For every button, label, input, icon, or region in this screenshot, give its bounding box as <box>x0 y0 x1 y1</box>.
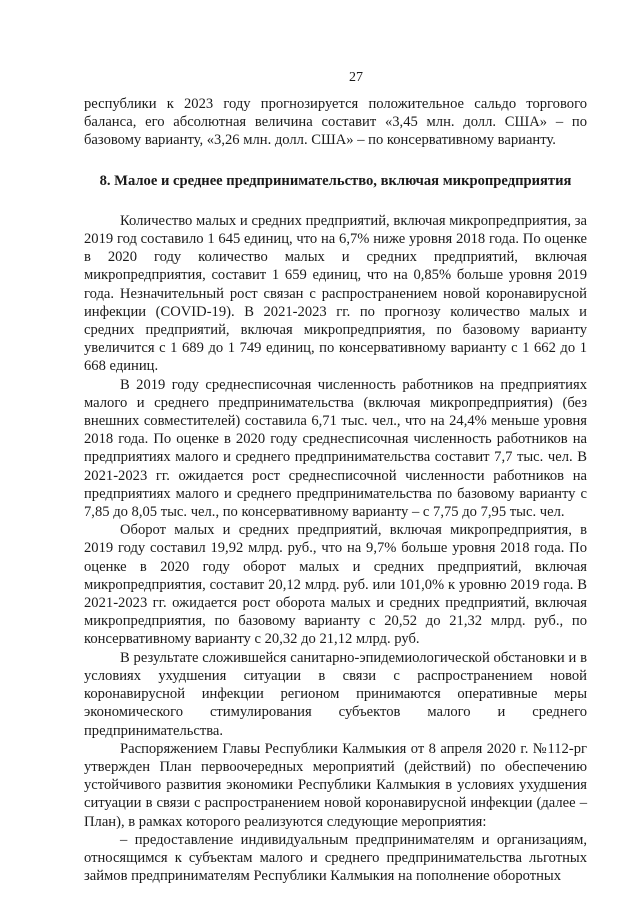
paragraph-decree: Распоряжением Главы Республики Калмыкия от 8 апреля 2020 г. №112-рг утвержден План первоочередных мероприятий (действий) по обеспечению устойчивого развития экономики Республики Калмыкия в условиях ухудшения ситуации в связи с распространением новой коронавирусной инфекции (далее – План), в рамках которого реализуются следующие мероприятия: <box>84 740 587 830</box>
paragraph-employee-count: В 2019 году среднесписочная численность работников на предприятиях малого и среднего предпринимательства (включая микропредприятия) (без внешних совместителей) составила 6,71 тыс. чел., что на 24,4% меньше уровня 2018 года. По оценке в 2020 году среднесписочная численность работников на предприятиях малого и среднего предпринимательства составит 7,7 тыс. чел. В 2021-2023 гг. ожидается рост среднесписочной численности работников на предприятиях малого и среднего предпринимательства по базовому варианту с 7,85 до 8,05 тыс. чел., по консервативному варианту – с 7,75 до 7,95 тыс. чел. <box>84 376 587 521</box>
section-heading: 8. Малое и среднее предпринимательство, включая микропредприятия <box>99 172 572 189</box>
paragraph-pandemic-measures: В результате сложившейся санитарно-эпидемиологической обстановки и в условиях ухудшения ситуации в связи с распространением новой коронавирусной инфекции регионом принимаются оперативные меры экономического стимулирования субъектов малого и среднего предпринимательства. <box>84 649 587 739</box>
intro-paragraph: республики к 2023 году прогнозируется положительное сальдо торгового баланса, его абсолютная величина составит «3,45 млн. долл. США» – по базовому варианту, «3,26 млн. долл. США» – по консервативному варианту. <box>84 96 587 149</box>
paragraph-turnover: Оборот малых и средних предприятий, включая микропредприятия, в 2019 году составил 19,92 млрд. руб., что на 9,7% больше уровня 2018 года. По оценке в 2020 году оборот малых и средних предприятий, включая микропредприятия, составит 20,12 млрд. руб. или 101,0% к уровню 2019 года. В 2021-2023 гг. ожидается рост оборота малых и средних предприятий, включая микропредприятия, по базовому варианту с 20,52 до 21,32 млрд. руб., по консервативному варианту с 20,32 до 21,12 млрд. руб. <box>84 522 587 648</box>
page-number: 27 <box>349 70 363 85</box>
document-body <box>84 95 587 885</box>
paragraph-enterprise-count: Количество малых и средних предприятий, включая микропредприятия, за 2019 год составило 1 645 единиц, что на 6,7% ниже уровня 2018 года. По оценке в 2020 году количество малых и средних предприятий, включая микропредприятия, составит 1 659 единиц, что на 0,85% больше уровня 2019 года. Незначительный рост связан с распространением новой коронавирусной инфекции (COVID-19). В 2021-2023 гг. по прогнозу количество малых и средних предприятий, включая микропредприятия, по базовому варианту увеличится с 1 689 до 1 749 единиц, по консервативному варианту с 1 662 до 1 668 единиц. <box>84 212 587 375</box>
paragraph-measure-loans: – предоставление индивидуальным предпринимателям и организациям, относящимся к субъектам малого и среднего предпринимательства льготных займов предпринимателям Республики Калмыкия на пополнение оборотных <box>84 831 587 885</box>
